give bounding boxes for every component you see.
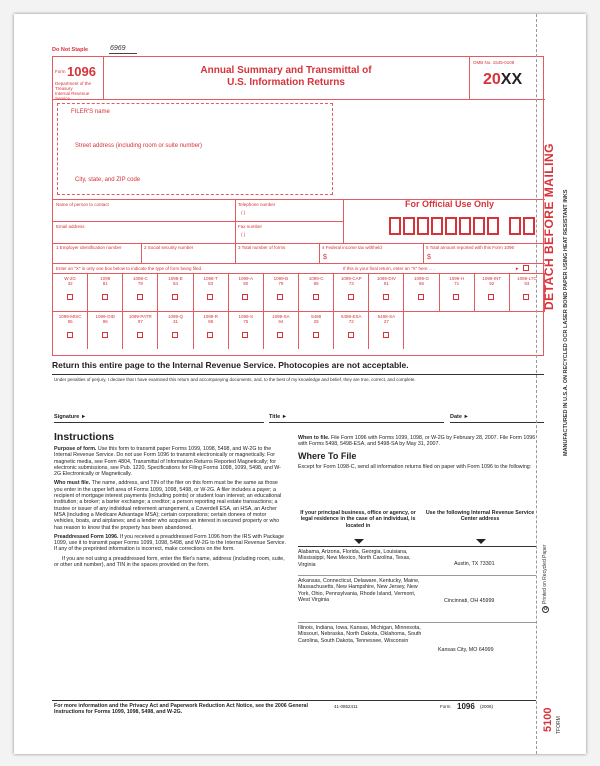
location-states-3: Illinois, Indiana, Iowa, Kansas, Michigan, Minnesota, Missouri, Nebraska, North Dakota, Oklahoma, South Carolina, South Dakota, Tennessee, Wisconsin <box>298 625 422 644</box>
form-type-code: 27 <box>383 319 389 324</box>
total-forms-label: 3 Total number of forms <box>238 245 286 250</box>
form-type-code: 97 <box>137 319 143 324</box>
form-type-cell <box>440 273 475 311</box>
form-type-checkbox[interactable] <box>523 294 529 300</box>
form-type-cell <box>88 273 123 311</box>
form-1096-box <box>52 56 544 356</box>
footer-form-year: (2006) <box>480 704 494 709</box>
official-use-box <box>487 217 499 235</box>
total-amount-label: 5 Total amount reported with this Form 1096 <box>426 245 514 250</box>
when-to-file-paragraph <box>298 435 538 448</box>
signature-label: Signature ► <box>54 414 87 420</box>
preaddressed-heading: Preaddressed Form 1096. <box>54 533 119 540</box>
form-type-checkbox[interactable] <box>277 332 283 338</box>
form-type-code: 71 <box>454 281 460 286</box>
official-use-box <box>403 217 415 235</box>
year-suffix: XX <box>500 71 523 88</box>
form-type-code: 85 <box>313 281 319 286</box>
telephone-label: Telephone number <box>238 202 276 207</box>
form-type-name: 1099-A <box>238 276 254 281</box>
form-type-code: 81 <box>102 281 108 286</box>
form-type-name: 1099-CAP <box>340 276 362 281</box>
form-type-name: 1099-G <box>413 276 429 281</box>
catalog-number: 41-0852411 <box>334 704 358 709</box>
type-instruction: Enter an "X" in only one box below to indicate the type of form being filed. <box>56 266 203 271</box>
form-type-cell <box>194 311 229 349</box>
contact-person-label: Name of person to contact <box>56 202 109 207</box>
form-type-checkbox[interactable] <box>207 332 213 338</box>
ssn-label: 2 Social security number <box>144 245 194 250</box>
form-type-checkbox[interactable] <box>242 332 248 338</box>
staple-number: 6969 <box>110 45 126 52</box>
form-type-checkbox[interactable] <box>348 294 354 300</box>
location-center-1: Austin, TX 73301 <box>454 561 495 567</box>
form-type-name: 1099-INT <box>482 276 502 281</box>
form-type-name: 1099-Q <box>167 314 183 319</box>
form-type-checkbox[interactable] <box>383 332 389 338</box>
who-must-file-paragraph <box>54 480 286 530</box>
form-type-name: 1099-PATR <box>128 314 152 319</box>
form-type-cell <box>53 273 88 311</box>
form-type-checkbox[interactable] <box>418 294 424 300</box>
official-use-box <box>417 217 429 235</box>
instructions-left-column <box>54 431 286 571</box>
official-use-label: For Official Use Only <box>405 199 495 209</box>
street-address-label: Street address (including room or suite number) <box>75 143 203 149</box>
form-type-name: 1099-B <box>273 276 289 281</box>
form-type-checkbox[interactable] <box>102 294 108 300</box>
form-type-cell <box>510 273 545 311</box>
form-type-cell <box>334 273 369 311</box>
form-type-code: 86 <box>418 281 424 286</box>
form-type-checkbox[interactable] <box>207 294 213 300</box>
form-type-cell <box>264 273 299 311</box>
who-text: The name, address, and TIN of the filer on this form must be the same as those you enter in the upper left area of Forms 1099, 1098, 5498, or W-2G. A filer includes a payer; a recipient of mortgage interest payments (including points) or student loan interest; an educational institution; a broker; a barter exchange; a creditor; a person reporting real estate transactions; a trustee or issuer of any individual retirement arrangement, a Coverdell ESA, an HSA, an Archer MSA (including a Medicare Advantage MSA); certain corporations; certain donees of motor vehicles, boats, and airplanes; and a lender who acquires an interest in secured property or who has reason to know that the property has been abandoned. <box>54 480 282 531</box>
form-type-cell <box>369 311 404 349</box>
form-type-code: 72 <box>348 319 354 324</box>
form-type-cell <box>299 273 334 311</box>
form-title <box>103 65 469 89</box>
form-type-code: 75 <box>243 319 249 324</box>
form-type-name: 1098 <box>100 276 111 281</box>
form-type-cell <box>475 273 510 311</box>
form-type-name: 1099-MISC <box>58 314 82 319</box>
form-type-checkbox[interactable] <box>277 294 283 300</box>
detach-label: DETACH BEFORE MAILING <box>542 143 556 310</box>
footer-form-number: 1096 <box>457 702 475 711</box>
form-type-name: 1099-C <box>308 276 324 281</box>
purpose-heading: Purpose of form. <box>54 446 97 452</box>
form-type-code: 28 <box>313 319 319 324</box>
form-type-checkbox[interactable] <box>172 294 178 300</box>
preaddressed-paragraph <box>54 534 286 553</box>
form-type-name: 5498 <box>311 314 322 319</box>
where-to-file-heading: Where To File <box>298 450 357 461</box>
date-line[interactable] <box>450 422 544 423</box>
form-type-checkbox[interactable] <box>242 294 248 300</box>
form-page <box>14 14 586 754</box>
email-label: Email address <box>56 224 85 229</box>
title-line-2: U.S. Information Returns <box>227 77 345 88</box>
official-use-box <box>431 217 443 235</box>
form-type-code: 79 <box>278 281 284 286</box>
form-type-name: 1099-SA <box>272 314 290 319</box>
location-states-1: Alabama, Arizona, Florida, Georgia, Louisiana, Mississippi, New Mexico, North Carolina, Texas, Virginia <box>298 549 411 568</box>
form-type-name: 5498-ESA <box>340 314 362 319</box>
department-label: Department of the Treasury Internal Revenue Service <box>55 81 92 101</box>
location-center-2: Cincinnati, OH 45999 <box>444 598 495 604</box>
telephone-paren: ( ) <box>241 210 246 215</box>
date-label: Date ► <box>450 414 469 420</box>
form-type-code: 84 <box>172 281 178 286</box>
form-type-name: W-2G <box>64 276 76 281</box>
purpose-paragraph <box>54 446 286 477</box>
form-code: 5100 <box>542 707 554 732</box>
form-type-cell <box>194 273 229 311</box>
total-amount-dollar: $ <box>427 254 431 261</box>
form-type-checkbox[interactable] <box>102 332 108 338</box>
location-center-3: Kansas City, MO 64999 <box>438 647 494 653</box>
preaddressed-text: If you received a preaddressed Form 1096 from the IRS with Package 1099, use it to transmit paper Forms 1099, 1098, 5498, and W-2G to the Internal Revenue Service. If any of the preprinted information is incorrect, make corrections on the form. <box>54 533 286 553</box>
form-type-checkbox[interactable] <box>348 332 354 338</box>
final-return-label: If this is your final return, enter an "X" here . . . <box>343 266 435 271</box>
official-use-box <box>473 217 485 235</box>
fax-label: Fax number <box>238 224 263 229</box>
form-type-code: 73 <box>348 281 354 286</box>
form-type-cell <box>229 311 264 349</box>
form-type-name: 5498-SA <box>377 314 396 319</box>
form-type-row-2 <box>53 311 545 349</box>
official-use-box <box>509 217 521 235</box>
title-label: Title ► <box>269 414 288 420</box>
form-type-code: 96 <box>102 319 108 324</box>
form-type-cell <box>158 311 193 349</box>
return-notice: Return this entire page to the Internal Revenue Service. Photocopies are not acceptable. <box>52 360 409 370</box>
purpose-text: Use this form to transmit paper Forms 1099, 1098, 5498, and W-2G to the Internal Revenue Service. Do not use Form 1096 to transmit electronically or magnetically. For magnetic media, see Form 4804, Transmittal of Information Returns Reported Magnetically; for electronic submissions, see Pub. 1220, Specifications for Filing Forms 1098, 1099, 5498, and W-2G Electronically or Magnetically. <box>54 446 281 478</box>
official-use-box <box>459 217 471 235</box>
form-type-name: 1099-S <box>238 314 254 319</box>
final-return-arrow: ► <box>515 266 520 271</box>
year-prefix: 20 <box>483 71 501 88</box>
footer-form-label: Form <box>440 704 451 709</box>
tax-withheld-dollar: $ <box>323 254 327 261</box>
filer-name-label: FILER'S name <box>71 109 110 115</box>
form-type-cell <box>404 273 439 311</box>
city-state-zip-label: City, state, and ZIP code <box>75 177 141 183</box>
official-use-box <box>445 217 457 235</box>
form-type-code: 78 <box>137 281 143 286</box>
official-use-box <box>389 217 401 235</box>
arrow-down-icon <box>476 539 486 544</box>
form-type-name: 1098-C <box>132 276 148 281</box>
form-type-name: 1098-E <box>168 276 183 281</box>
form-type-cell <box>53 311 88 349</box>
form-type-checkbox[interactable] <box>488 294 494 300</box>
not-preaddressed-text: If you are not using a preaddressed form, enter the filer's name, address (including room, suite, or other unit number), and TIN in the spaces provided on the form. <box>54 555 285 569</box>
form-type-checkbox[interactable] <box>383 294 389 300</box>
center-column-heading: Use the following Internal Revenue Service Center address <box>425 510 535 523</box>
form-type-code: 93 <box>524 281 530 286</box>
instructions-heading: Instructions <box>54 431 115 443</box>
form-type-code: 80 <box>243 281 249 286</box>
omb-number: OMB No. 1545-0108 <box>473 60 515 65</box>
form-type-code: 32 <box>67 281 73 286</box>
form-type-cell <box>369 273 404 311</box>
title-line[interactable] <box>269 422 444 423</box>
form-type-checkbox[interactable] <box>137 332 143 338</box>
signature-line[interactable] <box>54 422 264 423</box>
form-type-code: 92 <box>489 281 495 286</box>
footer-notice: For more information and the Privacy Act and Paperwork Reduction Act Notice, see the 2006 General Instructions for Forms 1099, 1098, 5498, and W-2G. <box>54 703 308 716</box>
form-type-name: 1099-LTC <box>517 276 537 281</box>
tforms-logo: TFORM <box>556 716 562 734</box>
form-type-code: 31 <box>172 319 178 324</box>
manufactured-label: MANUFACTURED IN U.S.A. ON RECYCLED OCR LASER BOND PAPER USING HEAT RESISTANT INKS <box>563 189 569 456</box>
form-type-checkbox[interactable] <box>137 294 143 300</box>
instructions-right-column <box>298 435 538 473</box>
form-type-checkbox[interactable] <box>67 332 73 338</box>
form-type-name: 1099-OID <box>95 314 115 319</box>
location-states-2: Arkansas, Connecticut, Delaware, Kentucky, Maine, Massachusetts, New Hampshire, New Jersey, New York, Ohio, Pennsylvania, Rhode Island, Vermont, West Virginia <box>298 578 420 603</box>
when-text: File Form 1096 with Forms 1099, 1098, or W-2G by February 28, 2007. File Form 1096 with Forms 5498, 5498-ESA, and 5498-SA by May 31, 2007. <box>298 435 536 448</box>
form-type-cell <box>158 273 193 311</box>
tax-withheld-label: 4 Federal income tax withheld <box>322 245 382 250</box>
state-column-heading: If your principal business, office or agency, or legal residence in the case of an individual, is located in <box>300 510 416 529</box>
perforation-line <box>536 14 537 754</box>
form-type-name: 1099-H <box>449 276 465 281</box>
form-type-checkbox[interactable] <box>313 332 319 338</box>
do-not-staple: Do Not Staple <box>52 47 89 53</box>
form-type-cell <box>123 273 158 311</box>
form-type-code: 94 <box>278 319 284 324</box>
form-type-checkbox[interactable] <box>67 294 73 300</box>
form-type-code: 95 <box>67 319 73 324</box>
form-type-cell <box>88 311 123 349</box>
where-text: Except for Form 1098-C, send all information returns filed on paper with Form 1096 to the following: <box>298 463 532 470</box>
form-type-cell <box>229 273 264 311</box>
form-type-cell <box>334 311 369 349</box>
arrow-down-icon <box>354 539 364 544</box>
who-heading: Who must file. <box>54 480 91 487</box>
form-label: Form <box>55 69 66 74</box>
title-line-1: Annual Summary and Transmittal of <box>200 65 372 76</box>
form-type-cell <box>264 311 299 349</box>
form-type-name: 1099-DIV <box>376 276 396 281</box>
form-type-row-1 <box>53 273 545 311</box>
form-type-code: 91 <box>383 281 389 286</box>
when-heading: When to file. <box>298 435 330 441</box>
form-number: 1096 <box>67 64 96 79</box>
form-type-checkbox[interactable] <box>172 332 178 338</box>
fax-paren: ( ) <box>241 232 246 237</box>
form-type-name: 1098-T <box>203 276 218 281</box>
recycled-label: Printed on Recycled Paper <box>542 544 548 604</box>
final-return-checkbox[interactable] <box>523 265 529 271</box>
recycle-icon: ♻ <box>543 606 548 612</box>
form-type-code: 83 <box>208 281 214 286</box>
form-type-name: 1099-R <box>203 314 219 319</box>
ein-label: 1 Employer identification number <box>56 245 122 250</box>
form-type-cell <box>299 311 334 349</box>
form-type-checkbox[interactable] <box>313 294 319 300</box>
official-use-box <box>523 217 535 235</box>
form-type-checkbox[interactable] <box>453 294 459 300</box>
form-type-code: 98 <box>208 319 214 324</box>
perjury-statement: Under penalties of perjury, I declare that I have examined this return and accompanying documents, and, to the best of my knowledge and belief, they are true, correct, and complete. <box>54 377 416 382</box>
form-type-cell <box>123 311 158 349</box>
tax-year <box>483 71 522 89</box>
